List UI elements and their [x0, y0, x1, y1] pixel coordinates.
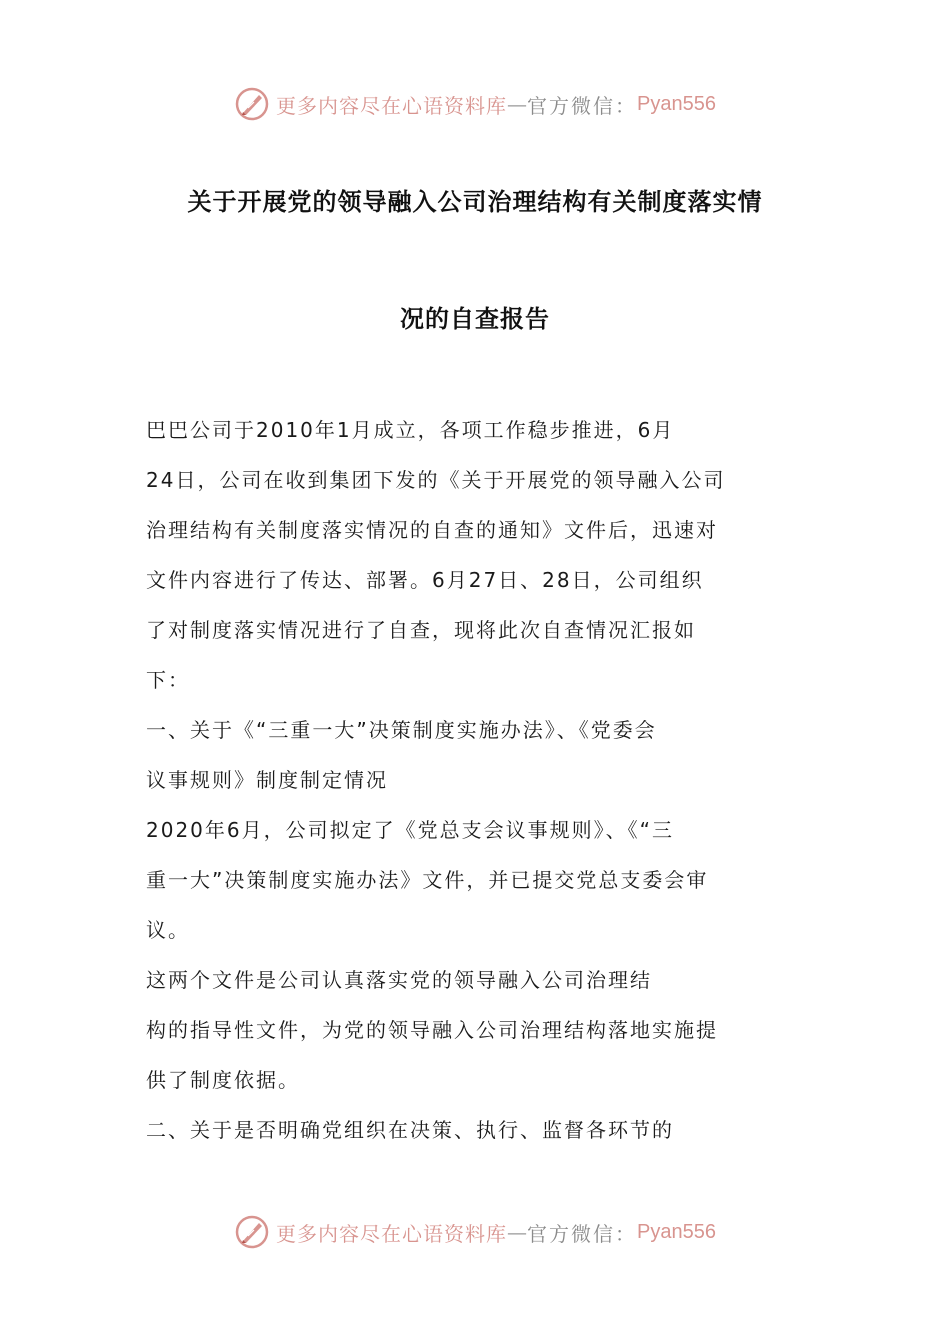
body-line: 重一大”决策制度实施办法》文件，并已提交党总支委会审: [146, 868, 709, 892]
document-body: [146, 412, 746, 1162]
body-line: 24日，公司在收到集团下发的《关于开展党的领导融入公司: [146, 468, 726, 492]
quill-logo-icon: [234, 86, 270, 122]
watermark-label: 官方微信：: [527, 1221, 638, 1246]
watermark-site-text: 更多内容尽在心语资料库: [276, 93, 508, 118]
body-line: 构的指导性文件，为党的领导融入公司治理结构落地实施提: [146, 1018, 718, 1042]
document-title-line-2: 况的自查报告: [400, 305, 550, 333]
section-heading-2: 二、关于是否明确党组织在决策、执行、监督各环节的: [146, 1118, 674, 1142]
watermark-wechat-id: Pyan556: [637, 1220, 716, 1243]
quill-logo-icon: [234, 1214, 270, 1250]
watermark-site-text: 更多内容尽在心语资料库: [276, 1221, 508, 1246]
watermark-separator: —: [507, 92, 528, 116]
body-line: 这两个文件是公司认真落实党的领导融入公司治理结: [146, 968, 652, 992]
header-watermark: [0, 82, 950, 126]
body-line: 2020年6月，公司拟定了《党总支会议事规则》、《“三: [146, 818, 674, 842]
body-line: 下：: [146, 668, 190, 692]
watermark-wechat-id: Pyan556: [637, 92, 716, 115]
body-line: 议。: [146, 918, 190, 942]
section-heading-1: 一、关于《“三重一大”决策制度实施办法》、《党委会: [146, 718, 657, 742]
body-line: 巴巴公司于2010年1月成立，各项工作稳步推进，6月: [146, 418, 675, 442]
document-title-line-1: 关于开展党的领导融入公司治理结构有关制度落实情: [187, 188, 763, 216]
body-line: 了对制度落实情况进行了自查，现将此次自查情况汇报如: [146, 618, 696, 642]
body-line: 文件内容进行了传达、部署。6月27日、28日，公司组织: [146, 568, 704, 592]
footer-watermark: [0, 1210, 950, 1254]
watermark-label: 官方微信：: [527, 93, 638, 118]
body-line: 议事规则》制度制定情况: [146, 768, 388, 792]
body-line: 供了制度依据。: [146, 1068, 300, 1092]
body-line: 治理结构有关制度落实情况的自查的通知》文件后，迅速对: [146, 518, 718, 542]
watermark-separator: —: [507, 1220, 528, 1244]
